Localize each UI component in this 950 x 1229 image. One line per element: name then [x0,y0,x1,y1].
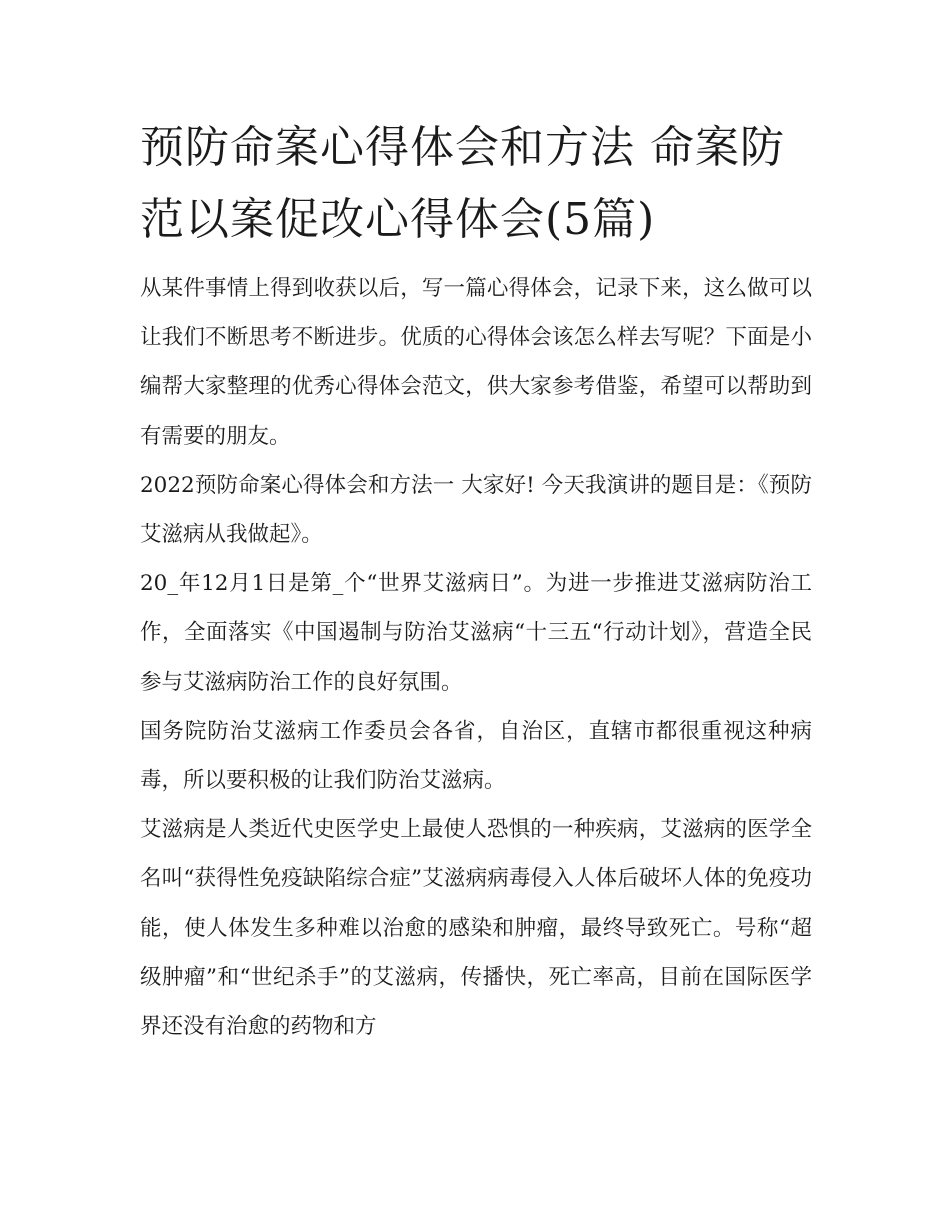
document-body [140,112,812,1051]
paragraph-intro: 从某件事情上得到收获以后，写一篇心得体会，记录下来，这么做可以让我们不断思考不断进步。优质的心得体会该怎么样去写呢？下面是小编帮大家整理的优秀心得体会范文，供大家参考借鉴，希望可以帮助到有需要的朋友。 [140,276,812,449]
paragraph-aids-day: 20_年12月1日是第_个“世界艾滋病日”。为进一步推进艾滋病防治工作，全面落实《中国遏制与防治艾滋病“十三五“行动计划》，营造全民参与艾滋病防治工作的良好氛围。 [140,571,812,695]
paragraph-aids-description: 艾滋病是人类近代史医学史上最使人恐惧的一种疾病，艾滋病的医学全名叫“获得性免疫缺陷综合症”艾滋病病毒侵入人体后破坏人体的免疫功能，使人体发生多种难以治愈的感染和肿瘤，最终导致死亡。号称“超级肿瘤”和“世纪杀手”的艾滋病，传播快，死亡率高，目前在国际医学界还没有治愈的药物和方 [140,817,812,1040]
paragraph-state-council: 国务院防治艾滋病工作委员会各省，自治区，直辖市都很重视这种病毒，所以要积极的让我们防治艾滋病。 [140,718,812,794]
paragraph-speech-opening: 2022预防命案心得体会和方法一 大家好! 今天我演讲的题目是：《预防艾滋病从我做起》。 [140,472,812,548]
document-title: 预防命案心得体会和方法 命案防范以案促改心得体会(5篇) [140,122,785,245]
